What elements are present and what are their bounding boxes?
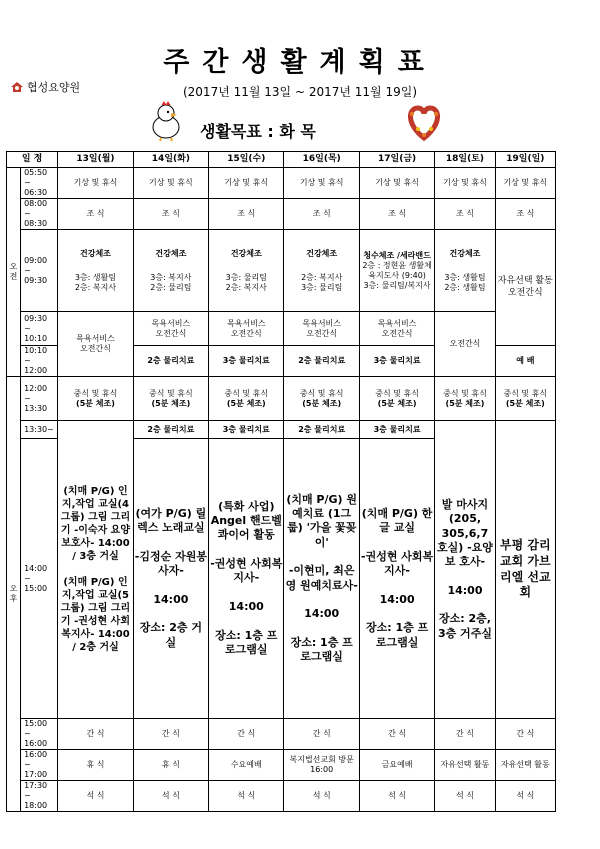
lunch-note: (5분 체조): [76, 398, 115, 408]
health-label: 건강체조: [230, 248, 262, 258]
life-goal: 생활목표 : 화 목: [200, 122, 316, 141]
time-cell: 08:00 ~ 08:30: [21, 199, 58, 230]
schedule-cell: [133, 230, 208, 312]
program-cell: (치매 P/G) 인지,작업 교실(4그룹) 그림 그리기 -이숙자 요양보호사- 14:00 / 3층 거실 (치매 P/G) 인지,작업 교실(5그룹) 그림 그리기 -권성현 사회복지사- 14:00 / 2층 거실: [58, 421, 133, 719]
schedule-cell: [58, 230, 133, 312]
schedule-cell: 2층 물리치료: [133, 346, 208, 377]
schedule-cell: [435, 230, 495, 312]
lunch-label: 중식 및 휴식: [73, 388, 118, 398]
table-row: [7, 168, 556, 199]
floor-note: 3층: 복지사 2층: 물리팀: [150, 272, 192, 292]
time-cell: 15:00 ~ 16:00: [21, 719, 58, 750]
schedule-cell: [359, 230, 434, 312]
schedule-cell: 조 식: [58, 199, 133, 230]
lunch-note: (5분 체조): [505, 398, 545, 408]
schedule-cell: 2층 물리치료: [284, 421, 359, 439]
schedule-cell: 석 식: [495, 781, 555, 812]
schedule-cell: 조 식: [284, 199, 359, 230]
schedule-cell: 조 식: [435, 199, 495, 230]
schedule-cell: 금요예배: [359, 750, 434, 781]
schedule-cell: 오전간식: [435, 312, 495, 377]
health-label: 건강체조: [155, 248, 187, 258]
lunch-note: (5분 체조): [151, 398, 191, 408]
health-label: 건강체조: [449, 248, 481, 258]
schedule-cell: 자유선택 활동 오전간식: [495, 230, 555, 346]
schedule-cell: [495, 377, 555, 421]
schedule-cell: 간 식: [359, 719, 434, 750]
schedule-cell: 석 식: [58, 781, 133, 812]
schedule-cell: 기상 및 휴식: [58, 168, 133, 199]
day-header: 13일(월): [58, 152, 133, 168]
lunch-label: 중식 및 휴식: [503, 388, 548, 398]
schedule-cell: 수요예배: [209, 750, 284, 781]
schedule-cell: 조 식: [495, 199, 555, 230]
time-cell: 05:50 ~ 06:30: [21, 168, 58, 199]
table-row: [7, 230, 556, 312]
day-header: 18일(토): [435, 152, 495, 168]
schedule-table: [6, 151, 556, 812]
time-cell: 09:00 ~ 09:30: [21, 230, 58, 312]
schedule-cell: 기상 및 휴식: [435, 168, 495, 199]
table-row: [7, 377, 556, 421]
schedule-cell: 복지법선교회 방문 16:00: [284, 750, 359, 781]
table-row: [7, 750, 556, 781]
period: (2017년 11월 13일 ~ 2017년 11월 19일): [182, 85, 417, 99]
schedule-cell: 자유선택 활동: [435, 750, 495, 781]
time-cell: 17:30 ~ 18:00: [21, 781, 58, 812]
floor-note: 2층: 복지사 3층: 물리팀: [301, 272, 343, 292]
schedule-cell: 2층 물리치료: [133, 421, 208, 439]
lunch-label: 중식 및 휴식: [299, 388, 344, 398]
lunch-note: (5분 체조): [226, 398, 266, 408]
schedule-cell: [359, 377, 434, 421]
schedule-cell: [58, 377, 133, 421]
lunch-label: 중식 및 휴식: [149, 388, 193, 398]
schedule-cell: 예 배: [495, 346, 555, 377]
lunch-note: (5분 체조): [377, 398, 417, 408]
table-row: [7, 312, 556, 346]
schedule-cell: 기상 및 휴식: [495, 168, 555, 199]
program-cell: 부평 감리교회 가브리엘 선교회: [495, 421, 555, 719]
schedule-cell: 목욕서비스 오전간식: [133, 312, 208, 346]
program-cell: 발 마사지 (205, 305,6,7 호실) -요양보 호사- 14:00 장소: 2층, 3층 거주실: [435, 421, 495, 719]
schedule-cell: 간 식: [284, 719, 359, 750]
schedule-cell: 석 식: [359, 781, 434, 812]
program-cell: (치매 P/G) 한글 교실 -권성현 사회복지사- 14:00 장소: 1층 프로그램실: [359, 439, 434, 719]
lunch-label: 중식 및 휴식: [224, 388, 269, 398]
schedule-cell: 조 식: [209, 199, 284, 230]
schedule-cell: [209, 377, 284, 421]
schedule-cell: 목욕서비스 오전간식: [359, 312, 434, 346]
health-label: 청수체조 /세라밴드: [363, 250, 431, 260]
schedule-cell: 3층 물리치료: [359, 346, 434, 377]
schedule-cell: 자유선택 활동: [495, 750, 555, 781]
period-header: 일 정: [7, 152, 58, 168]
day-header: 14일(화): [133, 152, 208, 168]
schedule-cell: 3층 물리치료: [209, 421, 284, 439]
lunch-note: (5분 체조): [302, 398, 342, 408]
time-cell: 09:30 ~ 10:10: [21, 312, 58, 346]
table-row: [7, 199, 556, 230]
pm-label: 오 후: [7, 377, 21, 812]
org-name: 협성요양원: [27, 81, 81, 94]
header-row: [7, 152, 556, 168]
schedule-cell: 목욕서비스 오전간식: [209, 312, 284, 346]
lunch-label: 중식 및 휴식: [375, 388, 419, 398]
schedule-cell: 휴 식: [58, 750, 133, 781]
am-label: 오 전: [7, 168, 21, 377]
schedule-cell: [284, 377, 359, 421]
schedule-cell: 3층 물리치료: [359, 421, 434, 439]
schedule-cell: 목욕서비스 오전간식: [284, 312, 359, 346]
schedule-cell: 기상 및 휴식: [359, 168, 434, 199]
program-cell: (치매 P/G) 원예치료 (1그룹) '가을 꽃꽂이' -이현미, 최은영 원예치료사- 14:00 장소: 1층 프로그램실: [284, 439, 359, 719]
schedule-cell: 석 식: [133, 781, 208, 812]
day-header: 17일(금): [359, 152, 434, 168]
schedule-cell: 기상 및 휴식: [209, 168, 284, 199]
schedule-cell: 조 식: [359, 199, 434, 230]
schedule-cell: 석 식: [284, 781, 359, 812]
schedule-cell: 조 식: [133, 199, 208, 230]
heart-wreath-icon: [404, 102, 444, 142]
table-row: [7, 719, 556, 750]
day-header: 16일(목): [284, 152, 359, 168]
floor-note: 3층: 물리팀 2층: 복지사: [225, 272, 267, 292]
schedule-cell: 목욕서비스 오전간식: [58, 312, 133, 377]
schedule-cell: [284, 230, 359, 312]
schedule-cell: 간 식: [495, 719, 555, 750]
schedule-cell: 석 식: [435, 781, 495, 812]
page-title: 주간생활계획표: [163, 47, 437, 78]
schedule-cell: 석 식: [209, 781, 284, 812]
floor-note: 2층 : 정현윤 생활체육지도사 (9:40) 3층: 물리팀/복지사: [362, 260, 432, 290]
schedule-cell: 간 식: [209, 719, 284, 750]
schedule-cell: 2층 물리치료: [284, 346, 359, 377]
schedule-cell: 3층 물리치료: [209, 346, 284, 377]
day-header: 15일(수): [209, 152, 284, 168]
time-cell: 12:00 ~ 13:30: [21, 377, 58, 421]
schedule-cell: 기상 및 휴식: [284, 168, 359, 199]
time-cell: 13:30~: [21, 421, 58, 439]
lunch-label: 중식 및 휴식: [443, 388, 487, 398]
floor-note: 3층: 생활팀 2층: 복지사: [74, 272, 117, 292]
time-cell: 10:10 ~ 12:00: [21, 346, 58, 377]
chicken-icon: [147, 101, 185, 141]
health-label: 건강체조: [306, 248, 338, 258]
schedule-cell: 간 식: [133, 719, 208, 750]
lunch-note: (5분 체조): [445, 398, 485, 408]
table-row: [7, 781, 556, 812]
schedule-cell: [209, 230, 284, 312]
table-row: [7, 421, 556, 439]
health-label: 건강체조: [80, 248, 111, 258]
day-header: 19일(일): [495, 152, 555, 168]
schedule-cell: 휴 식: [133, 750, 208, 781]
schedule-cell: 기상 및 휴식: [133, 168, 208, 199]
schedule-cell: 간 식: [435, 719, 495, 750]
schedule-cell: 간 식: [58, 719, 133, 750]
time-cell: 16:00 ~ 17:00: [21, 750, 58, 781]
time-cell: 14:00 ~ 15:00: [21, 439, 58, 719]
schedule-cell: [133, 377, 208, 421]
schedule-cell: [435, 377, 495, 421]
program-cell: (특화 사업) Angel 핸드벨 콰이어 활동 -권성현 사회복지사- 14:00 장소: 1층 프로그램실: [209, 439, 284, 719]
floor-note: 3층: 생활팀 2층: 생활팀: [444, 272, 486, 292]
program-cell: (여가 P/G) 릴렉스 노래교실 -김정순 자원봉사자- 14:00 장소: 2층 거실: [133, 439, 208, 719]
